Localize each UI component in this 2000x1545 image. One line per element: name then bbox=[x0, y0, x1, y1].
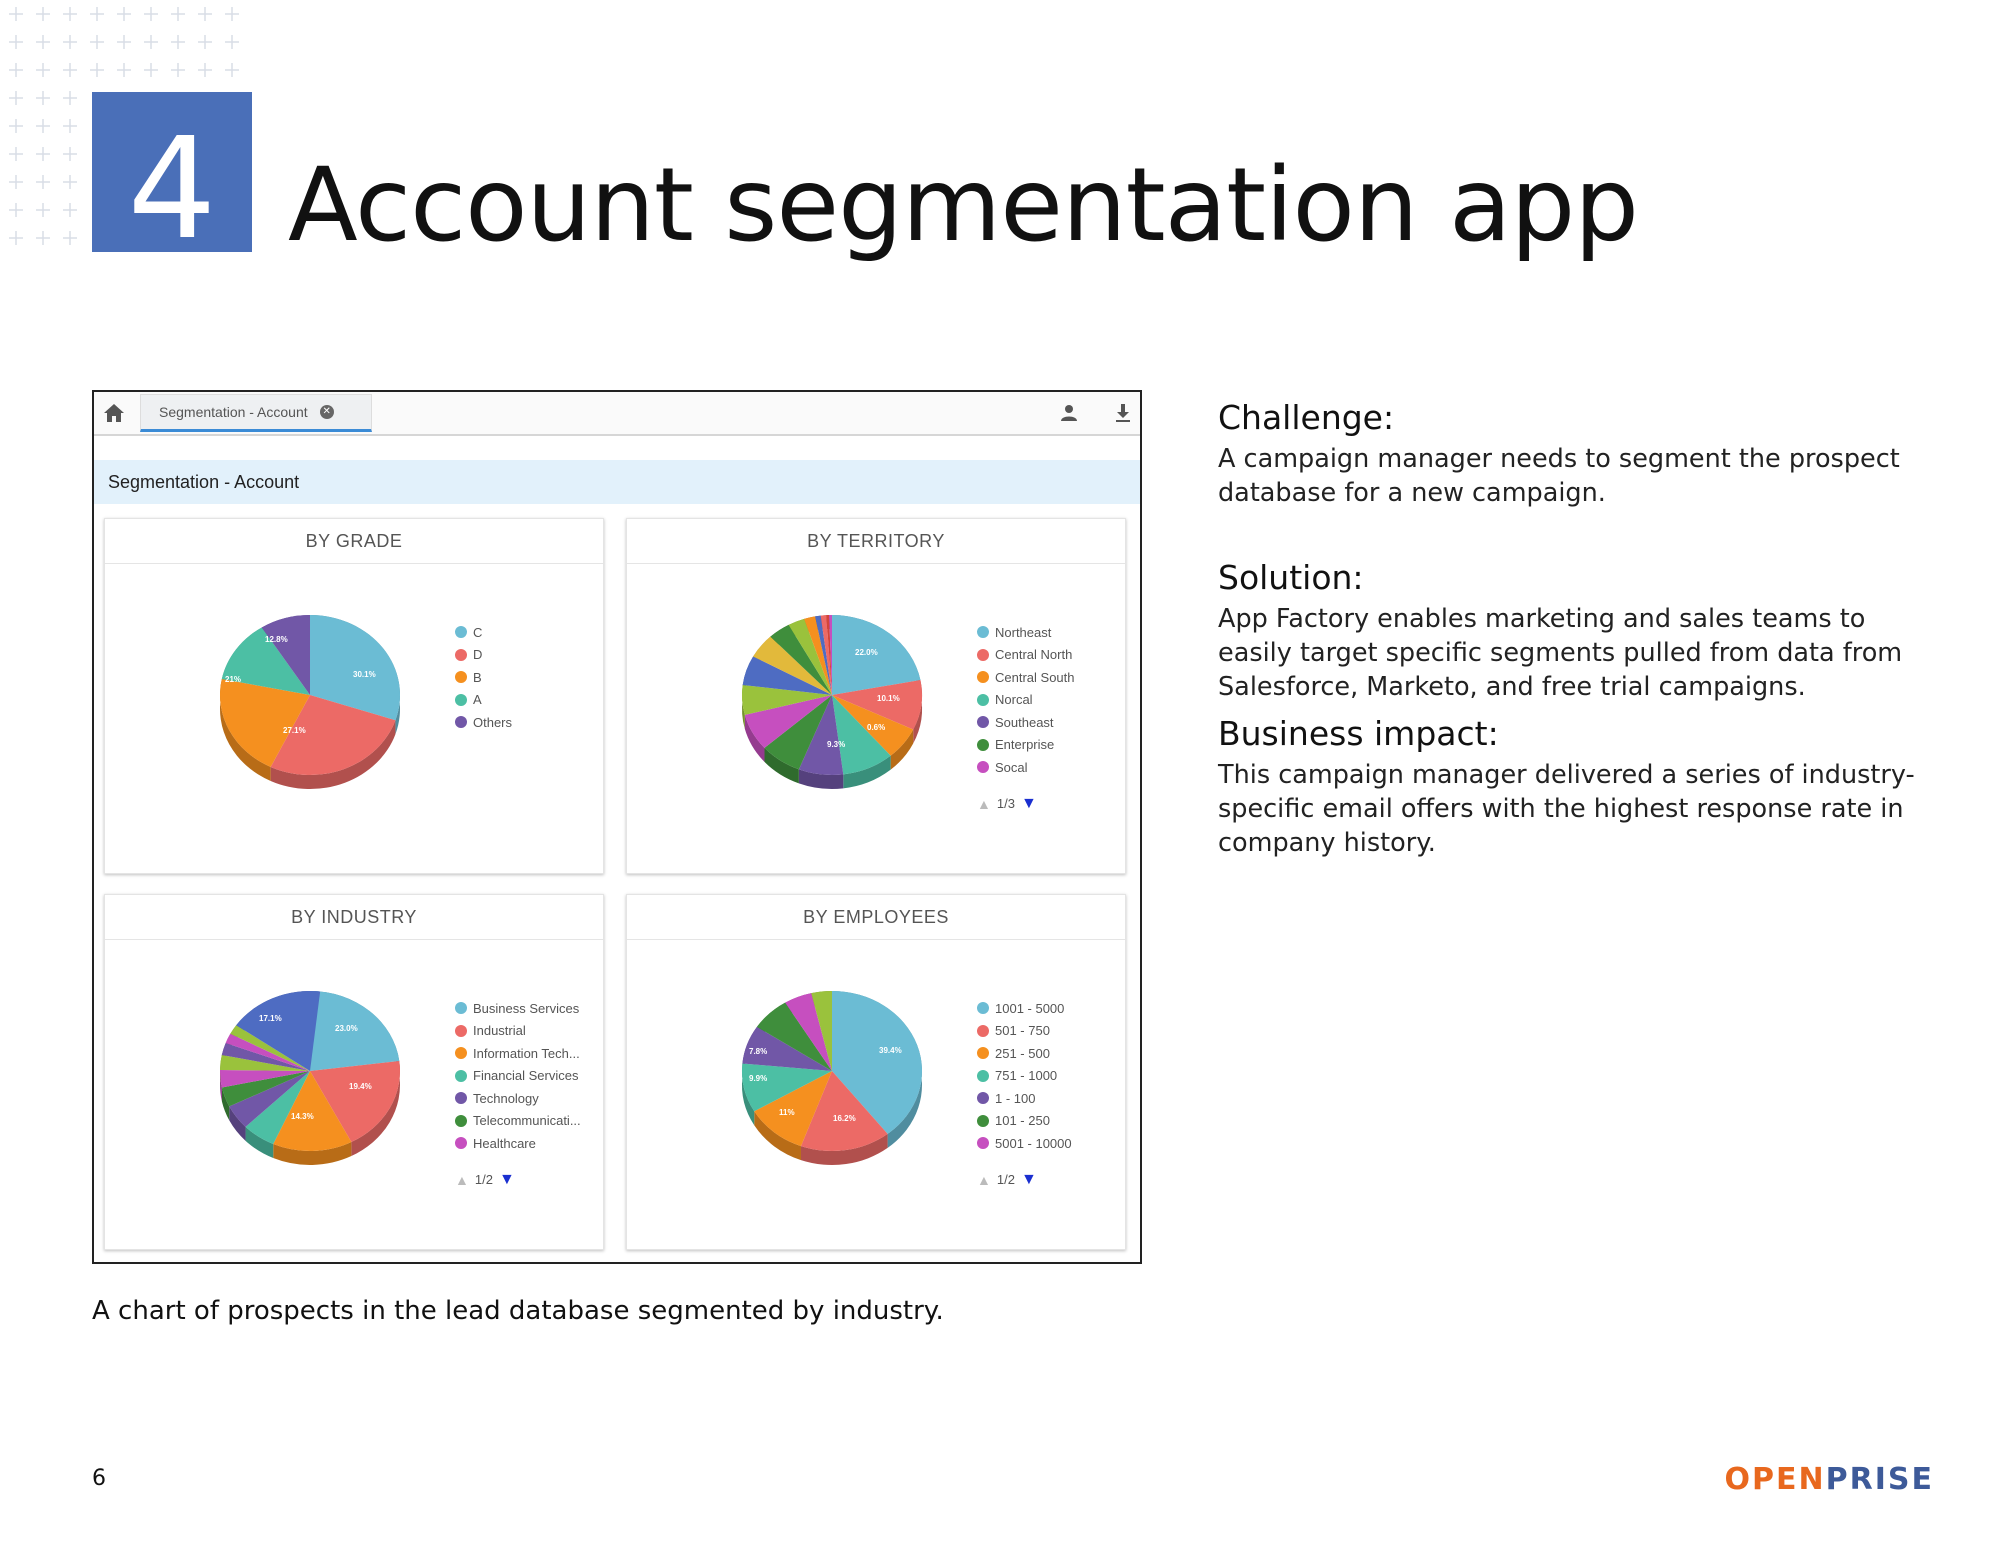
legend-item[interactable] bbox=[977, 997, 1072, 1020]
legend-color-swatch bbox=[977, 1137, 989, 1149]
legend-item[interactable] bbox=[455, 1065, 581, 1088]
slice-label: 23.0% bbox=[335, 1024, 358, 1033]
legend-label: Information Tech... bbox=[473, 1045, 580, 1061]
legend-item[interactable] bbox=[977, 689, 1075, 712]
territory-legend bbox=[977, 621, 1075, 813]
section-number: 4 bbox=[127, 108, 217, 271]
legend-item[interactable] bbox=[977, 1020, 1072, 1043]
impact-section bbox=[1218, 714, 1938, 860]
legend-item[interactable] bbox=[977, 1110, 1072, 1133]
close-icon[interactable]: ✕ bbox=[320, 405, 334, 419]
legend-label: 1 - 100 bbox=[995, 1090, 1036, 1106]
figure-caption: A chart of prospects in the lead database segmented by industry. bbox=[92, 1296, 944, 1326]
legend-item[interactable] bbox=[455, 644, 512, 667]
legend-pager bbox=[977, 1171, 1072, 1189]
legend-label: A bbox=[473, 692, 482, 708]
slice-label: 0.6% bbox=[867, 723, 886, 732]
app-topbar bbox=[94, 392, 1140, 436]
pager-up-icon[interactable]: ▲ bbox=[977, 1171, 991, 1188]
legend-color-swatch bbox=[977, 1070, 989, 1082]
card-by-employees bbox=[626, 894, 1126, 1250]
legend-label: Socal bbox=[995, 759, 1028, 775]
legend-label: Telecommunicati... bbox=[473, 1113, 581, 1129]
legend-color-swatch bbox=[455, 1002, 467, 1014]
legend-item[interactable] bbox=[455, 997, 581, 1020]
legend-label: Financial Services bbox=[473, 1068, 579, 1084]
legend-label: Central North bbox=[995, 647, 1073, 663]
slice-label: 19.4% bbox=[349, 1082, 372, 1091]
legend-color-swatch bbox=[977, 1092, 989, 1104]
legend-item[interactable] bbox=[977, 1132, 1072, 1155]
legend-color-swatch bbox=[455, 1070, 467, 1082]
pager-text: 1/2 bbox=[996, 1172, 1015, 1187]
section-number-box bbox=[92, 92, 252, 271]
solution-section bbox=[1218, 558, 1938, 704]
challenge-heading: Challenge: bbox=[1218, 398, 1395, 437]
impact-text: This campaign manager delivered a series of industry-specific email offers with the highest response rate in company history. bbox=[1218, 759, 1915, 858]
legend-label: Industrial bbox=[473, 1023, 526, 1039]
card-by-industry bbox=[104, 894, 604, 1250]
legend-color-swatch bbox=[455, 694, 467, 706]
legend-label: B bbox=[473, 669, 482, 685]
tab-label: Segmentation - Account bbox=[159, 404, 308, 420]
legend-color-swatch bbox=[977, 1025, 989, 1037]
legend-color-swatch bbox=[977, 649, 989, 661]
slice-label: 7.8% bbox=[749, 1047, 768, 1056]
user-icon[interactable] bbox=[1058, 402, 1080, 424]
legend-color-swatch bbox=[977, 626, 989, 638]
legend-label: 1001 - 5000 bbox=[995, 1000, 1065, 1016]
app-screenshot bbox=[92, 390, 1142, 1264]
pie-slices bbox=[220, 991, 400, 1151]
card-title: BY GRADE bbox=[105, 519, 603, 564]
legend-label: Technology bbox=[473, 1090, 539, 1106]
slice-label: 11% bbox=[779, 1108, 795, 1117]
slice-label: 9.9% bbox=[749, 1074, 768, 1083]
slice-label: 16.2% bbox=[833, 1114, 856, 1123]
legend-color-swatch bbox=[455, 1115, 467, 1127]
challenge-text: A campaign manager needs to segment the prospect database for a new campaign. bbox=[1218, 443, 1900, 508]
legend-item[interactable] bbox=[455, 1042, 581, 1065]
openprise-logo bbox=[1725, 1462, 1934, 1497]
page-title: Account segmentation app bbox=[288, 146, 1638, 265]
legend-item[interactable] bbox=[455, 1110, 581, 1133]
industry-legend bbox=[455, 997, 581, 1189]
legend-label: Healthcare bbox=[473, 1135, 536, 1151]
legend-color-swatch bbox=[455, 716, 467, 728]
tab-segmentation-account[interactable] bbox=[140, 394, 372, 432]
legend-label: Central South bbox=[995, 669, 1075, 685]
pie-slices bbox=[220, 615, 400, 775]
legend-color-swatch bbox=[977, 694, 989, 706]
legend-color-swatch bbox=[977, 739, 989, 751]
territory-pie-chart bbox=[737, 615, 927, 795]
app-header bbox=[94, 460, 1140, 504]
legend-item[interactable] bbox=[455, 1132, 581, 1155]
solution-text: App Factory enables marketing and sales teams to easily target specific segments pulled from data from Salesforce, Marketo, and free trial campaigns. bbox=[1218, 603, 1903, 702]
legend-label: Norcal bbox=[995, 692, 1033, 708]
legend-item[interactable] bbox=[977, 734, 1075, 757]
legend-label: Northeast bbox=[995, 624, 1052, 640]
slice-label: 12.8% bbox=[265, 635, 288, 644]
legend-item[interactable] bbox=[455, 666, 512, 689]
legend-item[interactable] bbox=[455, 1020, 581, 1043]
pager-up-icon[interactable]: ▲ bbox=[977, 795, 991, 812]
pager-up-icon[interactable]: ▲ bbox=[455, 1171, 469, 1188]
legend-pager bbox=[455, 1171, 581, 1189]
slice-label: 27.1% bbox=[283, 726, 306, 735]
challenge-section bbox=[1218, 398, 1938, 510]
legend-color-swatch bbox=[977, 761, 989, 773]
legend-label: Southeast bbox=[995, 714, 1054, 730]
pager-down-icon[interactable]: ▼ bbox=[1020, 1170, 1037, 1188]
slice-label: 30.1% bbox=[353, 670, 376, 679]
logo-part-open: OPEN bbox=[1724, 1462, 1826, 1497]
app-header-title: Segmentation - Account bbox=[108, 471, 300, 492]
logo-part-prise: PRISE bbox=[1825, 1462, 1934, 1497]
solution-heading: Solution: bbox=[1218, 558, 1364, 597]
legend-item[interactable] bbox=[977, 756, 1075, 779]
legend-color-swatch bbox=[455, 671, 467, 683]
employees-legend bbox=[977, 997, 1072, 1189]
legend-label: Enterprise bbox=[995, 737, 1055, 753]
legend-label: 501 - 750 bbox=[995, 1023, 1050, 1039]
legend-label: C bbox=[473, 624, 483, 640]
slice-label: 17.1% bbox=[259, 1014, 282, 1023]
card-by-territory bbox=[626, 518, 1126, 874]
legend-item[interactable] bbox=[455, 711, 512, 734]
legend-item[interactable] bbox=[455, 689, 512, 712]
slice-label: 21% bbox=[225, 675, 242, 684]
grade-legend bbox=[455, 621, 512, 734]
legend-item[interactable] bbox=[455, 621, 512, 644]
legend-color-swatch bbox=[455, 1025, 467, 1037]
legend-label: Business Services bbox=[473, 1000, 580, 1016]
download-icon[interactable] bbox=[1112, 402, 1134, 424]
page-number: 6 bbox=[92, 1466, 106, 1491]
legend-label: 251 - 500 bbox=[995, 1045, 1050, 1061]
slice-label: 22.0% bbox=[855, 648, 878, 657]
legend-color-swatch bbox=[977, 1047, 989, 1059]
grade-pie-chart bbox=[215, 615, 405, 795]
employees-pie-chart bbox=[737, 991, 927, 1171]
slice-label: 14.3% bbox=[291, 1112, 314, 1121]
legend-pager bbox=[977, 795, 1075, 813]
legend-label: D bbox=[473, 647, 483, 663]
legend-item[interactable] bbox=[977, 621, 1075, 644]
home-icon[interactable] bbox=[100, 400, 128, 426]
legend-color-swatch bbox=[977, 671, 989, 683]
card-title: BY TERRITORY bbox=[627, 519, 1125, 564]
legend-item[interactable] bbox=[977, 1065, 1072, 1088]
legend-color-swatch bbox=[455, 1092, 467, 1104]
legend-item[interactable] bbox=[977, 1087, 1072, 1110]
legend-item[interactable] bbox=[977, 1042, 1072, 1065]
legend-item[interactable] bbox=[977, 644, 1075, 667]
legend-color-swatch bbox=[977, 716, 989, 728]
legend-item[interactable] bbox=[455, 1087, 581, 1110]
slice-label: 9.3% bbox=[827, 740, 846, 749]
card-by-grade bbox=[104, 518, 604, 874]
card-title: BY EMPLOYEES bbox=[627, 895, 1125, 940]
slice-label: 10.1% bbox=[877, 694, 900, 703]
legend-label: 5001 - 10000 bbox=[995, 1135, 1072, 1151]
legend-color-swatch bbox=[455, 1047, 467, 1059]
card-title: BY INDUSTRY bbox=[105, 895, 603, 940]
legend-color-swatch bbox=[977, 1002, 989, 1014]
legend-label: Others bbox=[473, 714, 513, 730]
pager-text: 1/3 bbox=[996, 796, 1015, 811]
impact-heading: Business impact: bbox=[1218, 714, 1499, 753]
legend-color-swatch bbox=[455, 1137, 467, 1149]
pager-down-icon[interactable]: ▼ bbox=[498, 1170, 515, 1188]
legend-color-swatch bbox=[455, 649, 467, 661]
legend-item[interactable] bbox=[977, 711, 1075, 734]
legend-label: 751 - 1000 bbox=[995, 1068, 1058, 1084]
pager-text: 1/2 bbox=[474, 1172, 493, 1187]
legend-label: 101 - 250 bbox=[995, 1113, 1050, 1129]
legend-color-swatch bbox=[977, 1115, 989, 1127]
industry-pie-chart bbox=[215, 991, 405, 1171]
slice-label: 39.4% bbox=[879, 1046, 902, 1055]
legend-item[interactable] bbox=[977, 666, 1075, 689]
pager-down-icon[interactable]: ▼ bbox=[1020, 794, 1037, 812]
pie-slices bbox=[742, 991, 922, 1151]
legend-color-swatch bbox=[455, 626, 467, 638]
